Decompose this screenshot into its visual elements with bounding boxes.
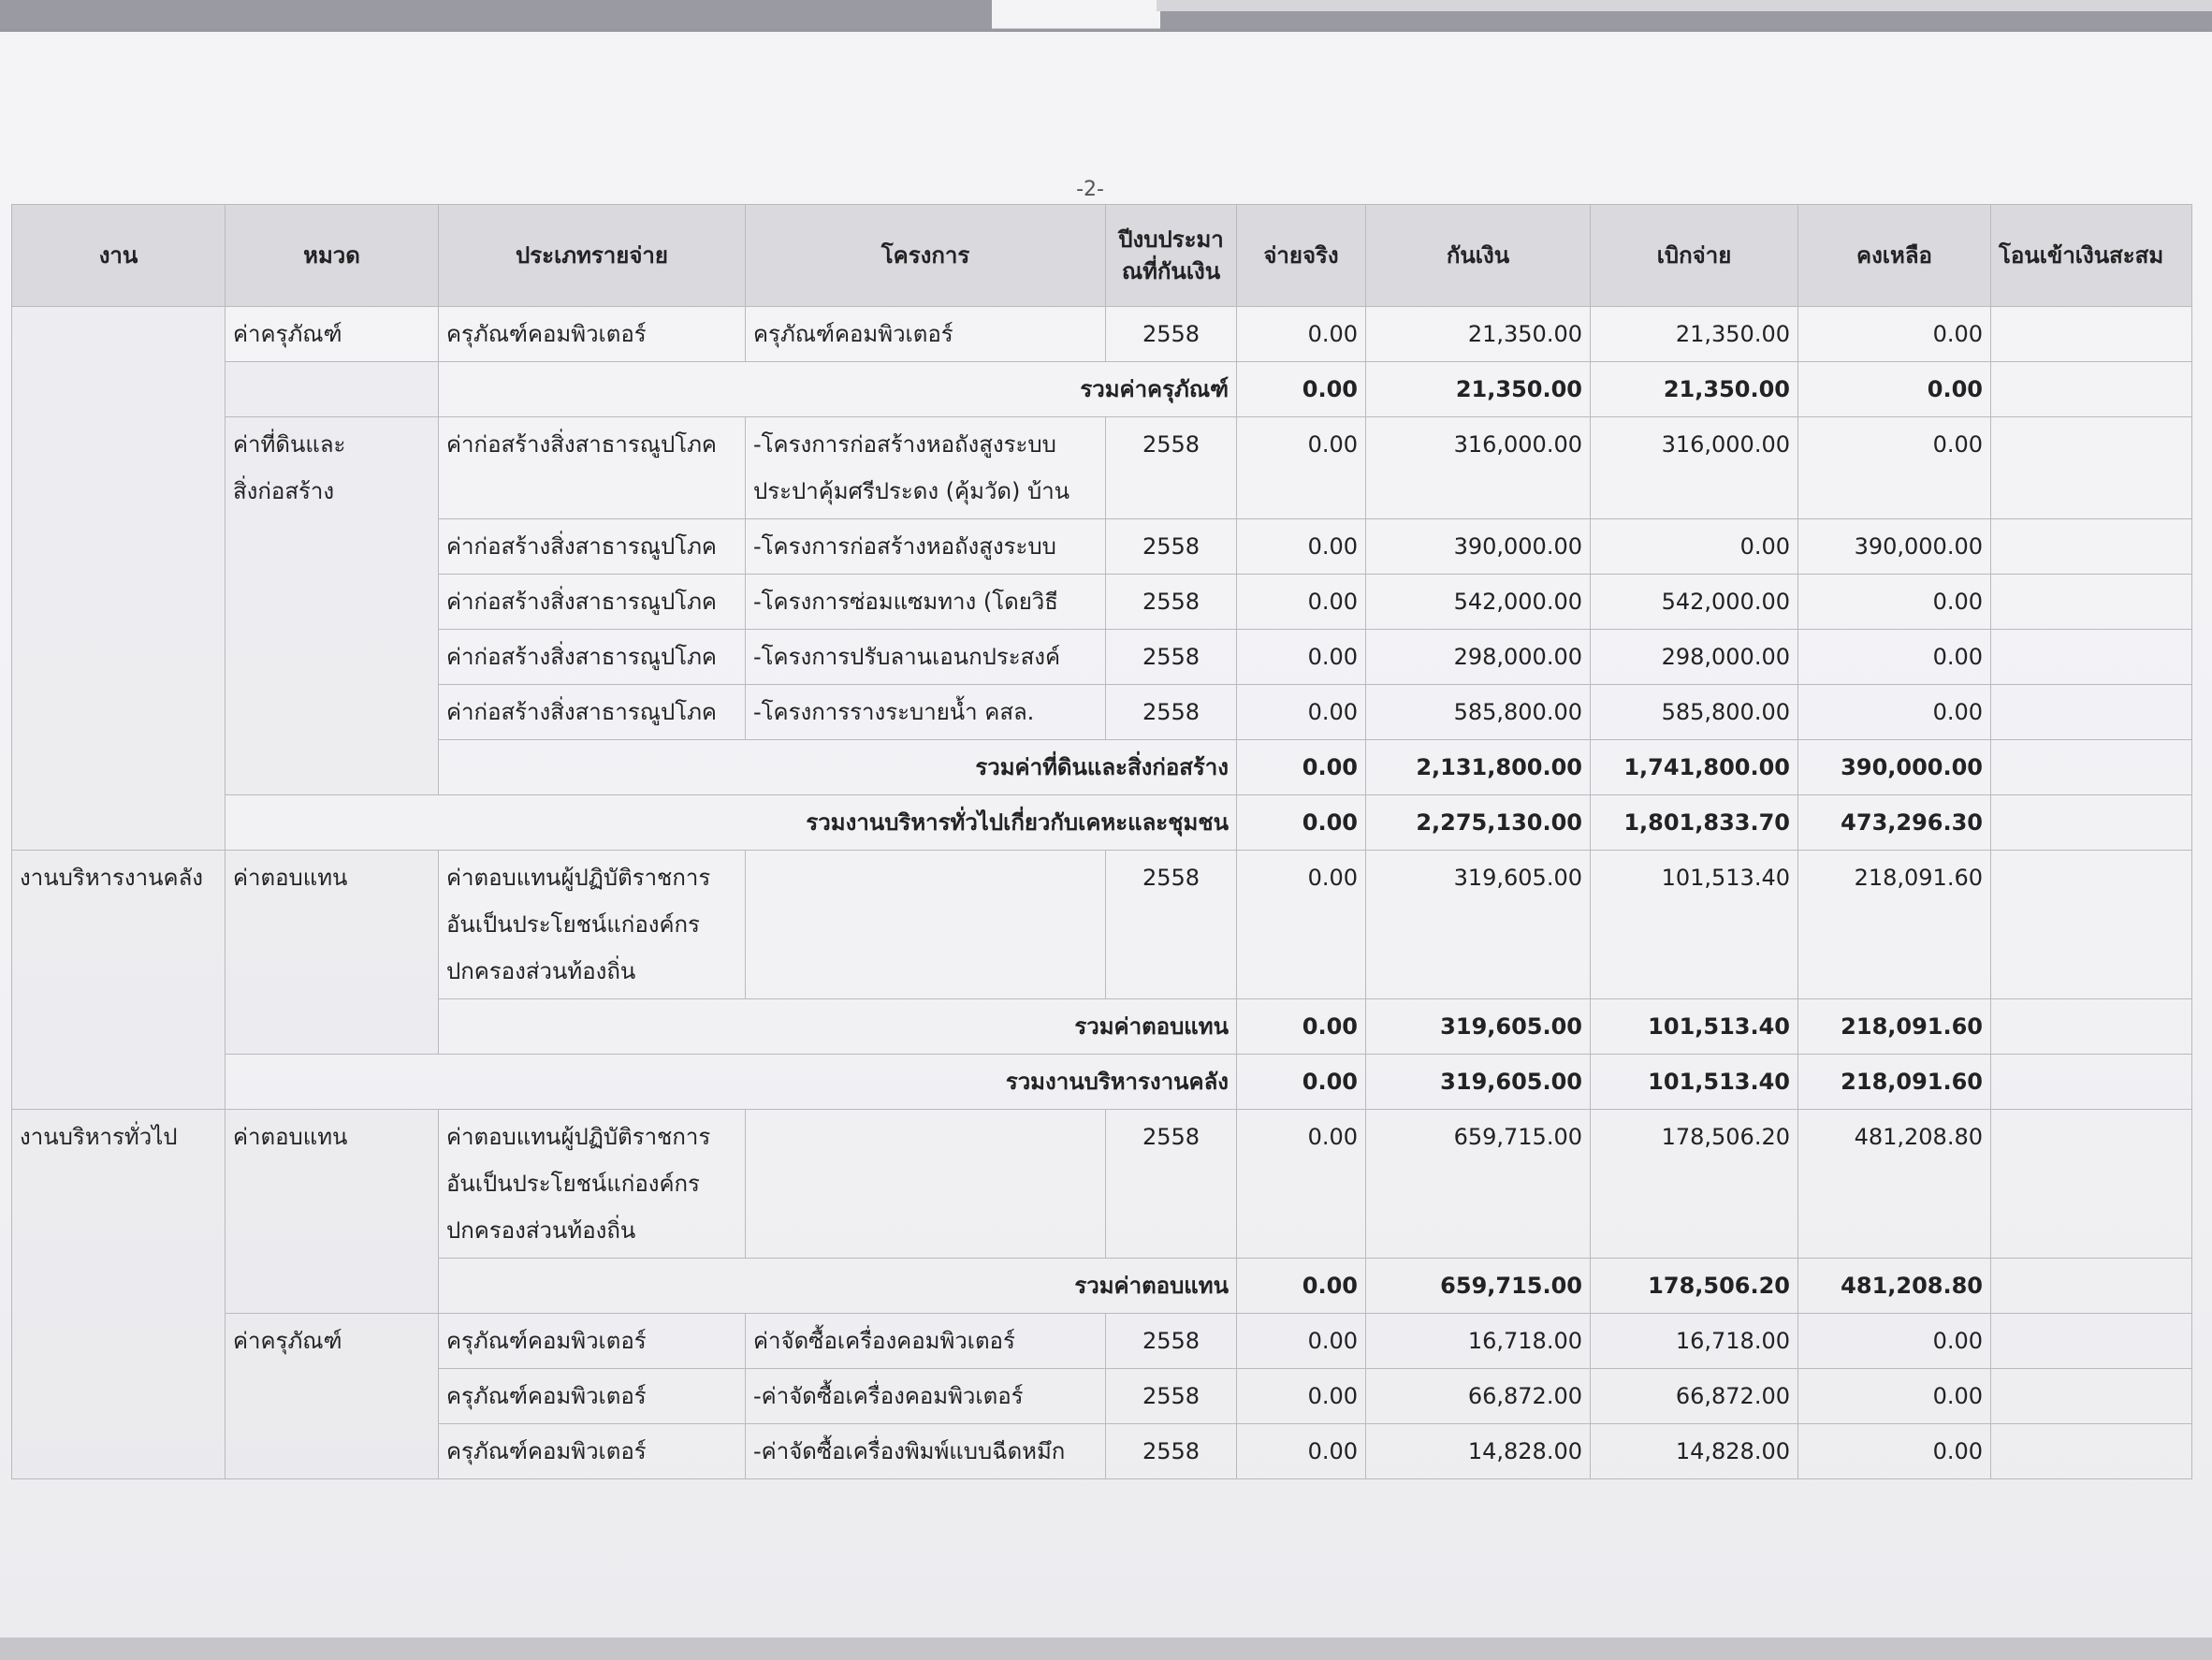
header-line: ปีงบประมา (1118, 226, 1224, 253)
cell-disbursed: 1,801,833.70 (1591, 795, 1798, 851)
cell-disbursed: 1,741,800.00 (1591, 740, 1798, 795)
cell-transferred (1991, 630, 2192, 685)
cell-line: สิ่งก่อสร้าง (233, 478, 335, 504)
cell-actual: 0.00 (1237, 1314, 1366, 1369)
cell-transferred (1991, 685, 2192, 740)
cell-transferred (1991, 307, 2192, 362)
background-bottom (0, 1638, 2212, 1660)
cell-actual: 0.00 (1237, 417, 1366, 519)
cell-transferred (1991, 1055, 2192, 1110)
cell-transferred (1991, 795, 2192, 851)
cell-category (226, 417, 439, 795)
cell-transferred (1991, 740, 2192, 795)
background-sheet (992, 0, 1160, 29)
cell-category: ค่าตอบแทน (226, 851, 439, 1055)
cell-disbursed: 298,000.00 (1591, 630, 1798, 685)
cell-disbursed: 21,350.00 (1591, 362, 1798, 417)
cell-disbursed: 585,800.00 (1591, 685, 1798, 740)
cell-year: 2558 (1106, 851, 1237, 999)
cell-remaining: 0.00 (1798, 417, 1991, 519)
cell-actual: 0.00 (1237, 999, 1366, 1055)
subtotal-label: รวมค่าตอบแทน (439, 1259, 1237, 1314)
cell-actual: 0.00 (1237, 685, 1366, 740)
cell-work: งานบริหารทั่วไป (12, 1110, 226, 1479)
cell-transferred (1991, 999, 2192, 1055)
cell-reserved: 16,718.00 (1366, 1314, 1591, 1369)
cell-project: -โครงการปรับลานเอนกประสงค์ (746, 630, 1106, 685)
cell-disbursed: 178,506.20 (1591, 1259, 1798, 1314)
cell-actual: 0.00 (1237, 795, 1366, 851)
cell-year: 2558 (1106, 1314, 1237, 1369)
subtotal-label: รวมค่าตอบแทน (439, 999, 1237, 1055)
cell-expense-type: ค่าก่อสร้างสิ่งสาธารณูปโภค (439, 630, 746, 685)
cell-disbursed: 542,000.00 (1591, 575, 1798, 630)
cell-line: ค่าตอบแทนผู้ปฏิบัติราชการ (446, 1124, 711, 1150)
cell-disbursed: 21,350.00 (1591, 307, 1798, 362)
header-line: ณที่กันเงิน (1121, 258, 1221, 284)
cell-remaining: 0.00 (1798, 685, 1991, 740)
cell-remaining: 0.00 (1798, 1369, 1991, 1424)
table-row (12, 1110, 2192, 1259)
cell-category: ค่าครุภัณฑ์ (226, 307, 439, 362)
cell-category (226, 362, 439, 417)
cell-remaining: 481,208.80 (1798, 1259, 1991, 1314)
cell-remaining: 0.00 (1798, 1314, 1991, 1369)
cell-actual: 0.00 (1237, 1110, 1366, 1259)
cell-year: 2558 (1106, 1369, 1237, 1424)
cell-expense-type: ครุภัณฑ์คอมพิวเตอร์ (439, 1369, 746, 1424)
cell-expense-type: ค่าก่อสร้างสิ่งสาธารณูปโภค (439, 575, 746, 630)
cell-expense-type: ครุภัณฑ์คอมพิวเตอร์ (439, 307, 746, 362)
cell-project: -โครงการซ่อมแซมทาง (โดยวิธี (746, 575, 1106, 630)
cell-category: ค่าตอบแทน (226, 1110, 439, 1314)
cell-remaining: 0.00 (1798, 1424, 1991, 1479)
cell-project: ครุภัณฑ์คอมพิวเตอร์ (746, 307, 1106, 362)
cell-remaining: 218,091.60 (1798, 999, 1991, 1055)
cell-reserved: 2,131,800.00 (1366, 740, 1591, 795)
work-total-label: รวมงานบริหารทั่วไปเกี่ยวกับเคหะและชุมชน (226, 795, 1237, 851)
cell-reserved: 659,715.00 (1366, 1110, 1591, 1259)
cell-remaining: 473,296.30 (1798, 795, 1991, 851)
cell-year: 2558 (1106, 575, 1237, 630)
cell-project (746, 851, 1106, 999)
cell-year: 2558 (1106, 417, 1237, 519)
column-header-actual-paid: จ่ายจริง (1237, 205, 1366, 307)
cell-transferred (1991, 575, 2192, 630)
column-header-work: งาน (12, 205, 226, 307)
cell-expense-type (439, 851, 746, 999)
cell-actual: 0.00 (1237, 851, 1366, 999)
cell-expense-type (439, 1110, 746, 1259)
cell-project: -โครงการก่อสร้างหอถังสูงระบบ (746, 519, 1106, 575)
cell-remaining: 0.00 (1798, 307, 1991, 362)
cell-year: 2558 (1106, 307, 1237, 362)
cell-expense-type: ค่าก่อสร้างสิ่งสาธารณูปโภค (439, 519, 746, 575)
table-header-row (12, 205, 2192, 307)
column-header-project: โครงการ (746, 205, 1106, 307)
cell-actual: 0.00 (1237, 362, 1366, 417)
work-total-row (12, 1055, 2192, 1110)
cell-expense-type: ค่าก่อสร้างสิ่งสาธารณูปโภค (439, 685, 746, 740)
cell-transferred (1991, 1314, 2192, 1369)
table-row (12, 851, 2192, 999)
cell-line: ค่าตอบแทนผู้ปฏิบัติราชการ (446, 865, 711, 891)
cell-actual: 0.00 (1237, 575, 1366, 630)
cell-category: ค่าครุภัณฑ์ (226, 1314, 439, 1479)
column-header-budget-year (1106, 205, 1237, 307)
cell-line: อันเป็นประโยชน์แก่องค์กร (446, 911, 700, 938)
cell-line: ค่าที่ดินและ (233, 431, 346, 458)
table-row (12, 307, 2192, 362)
page-number: -2- (1076, 178, 1104, 201)
cell-line: อันเป็นประโยชน์แก่องค์กร (446, 1171, 700, 1197)
cell-remaining: 0.00 (1798, 630, 1991, 685)
cell-reserved: 542,000.00 (1366, 575, 1591, 630)
cell-disbursed: 178,506.20 (1591, 1110, 1798, 1259)
cell-work: งานบริหารงานคลัง (12, 851, 226, 1110)
column-header-disbursed: เบิกจ่าย (1591, 205, 1798, 307)
cell-transferred (1991, 1369, 2192, 1424)
cell-expense-type: ครุภัณฑ์คอมพิวเตอร์ (439, 1424, 746, 1479)
column-header-transferred: โอนเข้าเงินสะสม (1991, 205, 2192, 307)
cell-reserved: 659,715.00 (1366, 1259, 1591, 1314)
cell-project (746, 1110, 1106, 1259)
cell-disbursed: 16,718.00 (1591, 1314, 1798, 1369)
cell-project (746, 417, 1106, 519)
cell-reserved: 14,828.00 (1366, 1424, 1591, 1479)
cell-actual: 0.00 (1237, 307, 1366, 362)
cell-year: 2558 (1106, 519, 1237, 575)
cell-transferred (1991, 1424, 2192, 1479)
work-total-label: รวมงานบริหารงานคลัง (226, 1055, 1237, 1110)
cell-expense-type: ค่าก่อสร้างสิ่งสาธารณูปโภค (439, 417, 746, 519)
cell-remaining: 390,000.00 (1798, 740, 1991, 795)
cell-actual: 0.00 (1237, 740, 1366, 795)
background-sheet (1157, 0, 2212, 11)
cell-reserved: 319,605.00 (1366, 1055, 1591, 1110)
column-header-reserved: กันเงิน (1366, 205, 1591, 307)
cell-work (12, 307, 226, 851)
cell-disbursed: 101,513.40 (1591, 1055, 1798, 1110)
cell-reserved: 319,605.00 (1366, 851, 1591, 999)
cell-reserved: 2,275,130.00 (1366, 795, 1591, 851)
cell-disbursed: 316,000.00 (1591, 417, 1798, 519)
cell-project: -ค่าจัดซื้อเครื่องคอมพิวเตอร์ (746, 1369, 1106, 1424)
cell-reserved: 316,000.00 (1366, 417, 1591, 519)
column-header-remaining: คงเหลือ (1798, 205, 1991, 307)
cell-line: ปกครองส่วนท้องถิ่น (446, 1217, 636, 1244)
table-row (12, 417, 2192, 519)
subtotal-label: รวมค่าครุภัณฑ์ (439, 362, 1237, 417)
cell-transferred (1991, 362, 2192, 417)
cell-project: -ค่าจัดซื้อเครื่องพิมพ์แบบฉีดหมึก (746, 1424, 1106, 1479)
cell-reserved: 66,872.00 (1366, 1369, 1591, 1424)
cell-disbursed: 66,872.00 (1591, 1369, 1798, 1424)
cell-expense-type: ครุภัณฑ์คอมพิวเตอร์ (439, 1314, 746, 1369)
cell-reserved: 319,605.00 (1366, 999, 1591, 1055)
cell-remaining: 218,091.60 (1798, 851, 1991, 999)
cell-actual: 0.00 (1237, 1369, 1366, 1424)
cell-reserved: 21,350.00 (1366, 307, 1591, 362)
cell-year: 2558 (1106, 1424, 1237, 1479)
work-total-row (12, 795, 2192, 851)
cell-remaining: 390,000.00 (1798, 519, 1991, 575)
cell-disbursed: 0.00 (1591, 519, 1798, 575)
cell-remaining: 218,091.60 (1798, 1055, 1991, 1110)
cell-reserved: 585,800.00 (1366, 685, 1591, 740)
cell-year: 2558 (1106, 630, 1237, 685)
cell-actual: 0.00 (1237, 630, 1366, 685)
cell-transferred (1991, 1259, 2192, 1314)
cell-transferred (1991, 1110, 2192, 1259)
cell-transferred (1991, 851, 2192, 999)
subtotal-row (12, 362, 2192, 417)
budget-table (11, 204, 2192, 1479)
cell-disbursed: 101,513.40 (1591, 999, 1798, 1055)
cell-line: ปกครองส่วนท้องถิ่น (446, 958, 636, 984)
cell-project: -โครงการรางระบายน้ำ คสล. (746, 685, 1106, 740)
column-header-expense-type: ประเภทรายจ่าย (439, 205, 746, 307)
column-header-category: หมวด (226, 205, 439, 307)
cell-actual: 0.00 (1237, 1055, 1366, 1110)
cell-actual: 0.00 (1237, 519, 1366, 575)
cell-remaining: 0.00 (1798, 362, 1991, 417)
cell-actual: 0.00 (1237, 1424, 1366, 1479)
subtotal-label: รวมค่าที่ดินและสิ่งก่อสร้าง (439, 740, 1237, 795)
cell-project: ค่าจัดซื้อเครื่องคอมพิวเตอร์ (746, 1314, 1106, 1369)
cell-disbursed: 14,828.00 (1591, 1424, 1798, 1479)
cell-line: ประปาคุ้มศรีประดง (คุ้มวัด) บ้าน (753, 478, 1070, 504)
cell-transferred (1991, 519, 2192, 575)
cell-transferred (1991, 417, 2192, 519)
cell-year: 2558 (1106, 685, 1237, 740)
table-row (12, 1314, 2192, 1369)
cell-actual: 0.00 (1237, 1259, 1366, 1314)
cell-year: 2558 (1106, 1110, 1237, 1259)
cell-remaining: 0.00 (1798, 575, 1991, 630)
cell-line: -โครงการก่อสร้างหอถังสูงระบบ (753, 431, 1056, 458)
cell-remaining: 481,208.80 (1798, 1110, 1991, 1259)
cell-reserved: 390,000.00 (1366, 519, 1591, 575)
cell-reserved: 21,350.00 (1366, 362, 1591, 417)
cell-reserved: 298,000.00 (1366, 630, 1591, 685)
cell-disbursed: 101,513.40 (1591, 851, 1798, 999)
